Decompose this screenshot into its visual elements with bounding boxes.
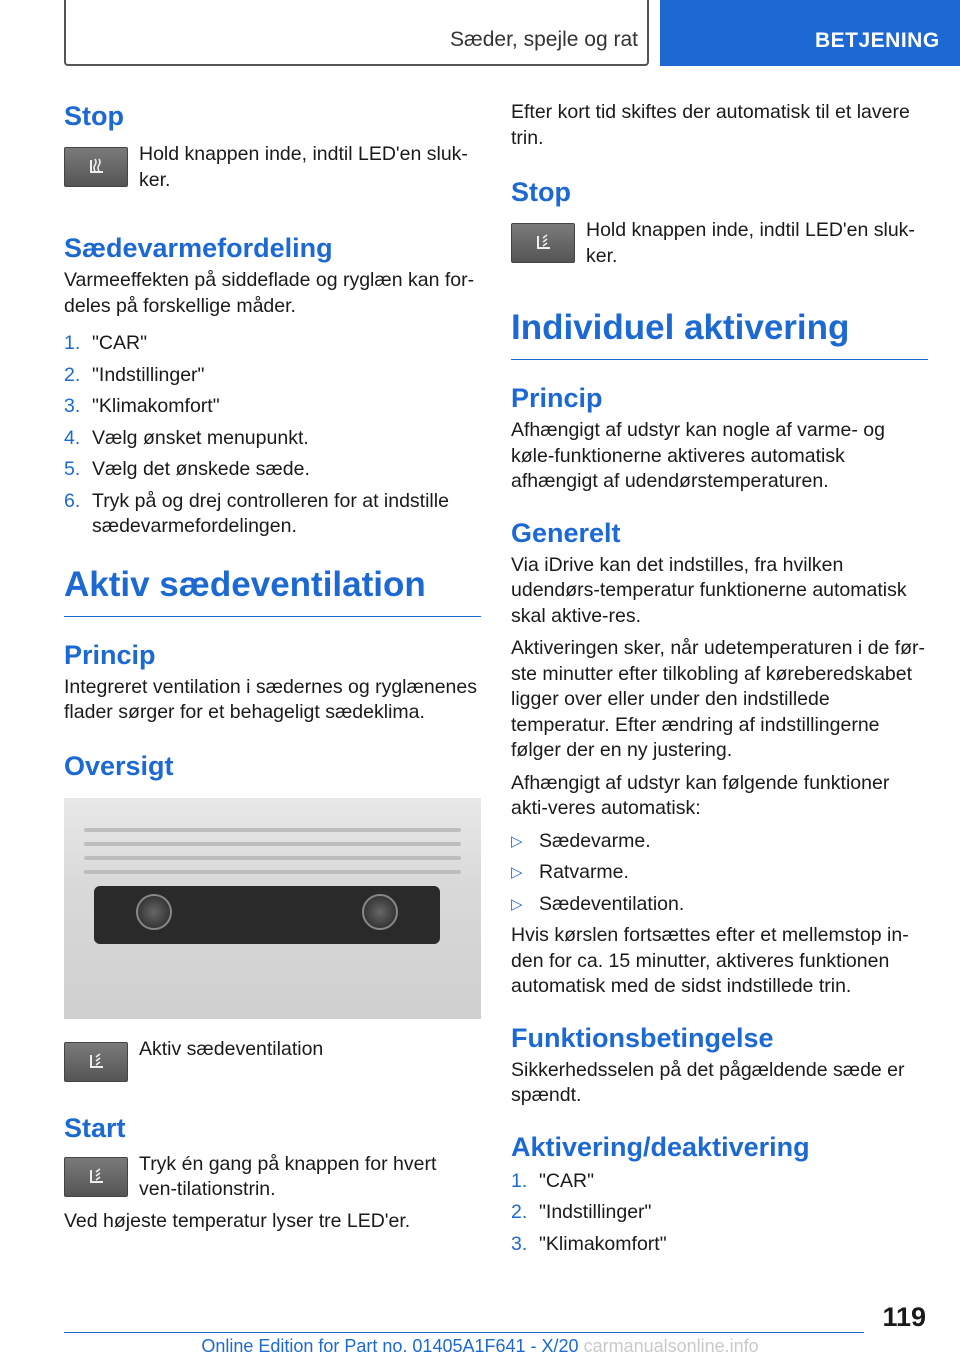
ventilation-principle-text: Integreret ventilation i sædernes og ryglænenes flader sørger for et behageligt sædeklima. xyxy=(64,675,477,723)
seat-heating-button-icon xyxy=(64,147,128,187)
page-number: 119 xyxy=(882,1302,926,1332)
list-item: 2. "Indstillinger" xyxy=(511,1201,652,1223)
auto-functions-list xyxy=(511,829,928,918)
stop2-heading: Stop xyxy=(511,177,571,207)
list-item: 6. Tryk på og drej controlleren for at indstille sædevarmefordelingen. xyxy=(64,489,449,537)
ventilation-heading: Aktiv sædeventilation xyxy=(64,564,481,617)
climate-panel-photo xyxy=(64,798,481,1019)
list-item: ▷ Sædeventilation. xyxy=(511,892,685,915)
ventilation-icon-caption: Aktiv sædeventilation xyxy=(139,1037,324,1060)
header-chapter-tab xyxy=(660,0,960,66)
general-text-1: Via iDrive kan det indstilles, fra hvilken udendørs-temperatur funktionerne automatisk skal aktive-res. xyxy=(511,553,907,627)
general-text-2: Aktiveringen sker, når udetemperaturen i de før-ste minutter efter tilkobling af køreberedskabet ligger over eller under den indstillede temperatur. Efter ændring af indstillingerne følger der en ny justering. xyxy=(511,637,926,761)
list-item: 5. Vælg det ønskede sæde. xyxy=(64,458,310,480)
header-chapter-label: BETJENING xyxy=(815,29,940,52)
stop2-text: Hold knappen inde, indtil LED'en sluk-ker. xyxy=(586,219,915,267)
condition-text: Sikkerhedsselen på det pågældende sæde er spændt. xyxy=(511,1058,905,1106)
climate-control-panel xyxy=(94,886,440,944)
footer-watermark: carmanualsonline.info xyxy=(583,1336,759,1356)
individual-principle-text: Afhængigt af udstyr kan nogle af varme- og køle-funktionerne aktiveres automatisk afhængigt af udendørstemperaturen. xyxy=(511,419,885,492)
start-text: Tryk én gang på knappen for hvert ven-tilationstrin. xyxy=(139,1152,437,1200)
intro-text: Efter kort tid skiftes der automatisk til et lavere trin. xyxy=(511,101,910,149)
distribution-text: Varmeeffekten på siddeflade og ryglæn kan for-deles på forskellige måder. xyxy=(64,269,475,317)
overview-heading: Oversigt xyxy=(64,750,174,781)
list-item: 3. "Klimakomfort" xyxy=(511,1232,667,1255)
start-button-row xyxy=(64,1152,481,1203)
footer-divider xyxy=(64,1332,864,1333)
individual-principle-heading: Princip xyxy=(511,383,603,413)
list-item: ▷ Sædevarme. xyxy=(511,829,651,852)
footer-edition xyxy=(0,1336,960,1357)
general-text-4: Hvis kørslen fortsættes efter et mellemstop in-den for ca. 15 minutter, aktiveres funktionen automatisk med de sidst indstillede trin. xyxy=(511,924,909,997)
general-heading: Generelt xyxy=(511,517,621,548)
seat-ventilation-button-icon xyxy=(64,1042,128,1082)
stop-text: Hold knappen inde, indtil LED'en sluk-ker. xyxy=(139,143,468,191)
stop-button-row xyxy=(64,142,481,193)
list-item: ▷ Ratvarme. xyxy=(511,861,629,883)
stop-heading: Stop xyxy=(64,101,124,131)
left-column xyxy=(64,100,481,1234)
footer-edition-text: Online Edition for Part no. 01405A1F641 - X/20 xyxy=(201,1336,579,1356)
list-item: 1. "CAR" xyxy=(511,1169,595,1192)
distribution-heading: Sædevarmefordeling xyxy=(64,233,333,263)
stop2-button-row xyxy=(511,218,928,269)
list-item: 4. Vælg ønsket menupunkt. xyxy=(64,426,309,449)
start-heading: Start xyxy=(64,1112,126,1143)
start-note: Ved højeste temperatur lyser tre LED'er. xyxy=(64,1209,411,1232)
header-section-title: Sæder, spejle og rat xyxy=(450,28,638,51)
seat-ventilation-start-icon xyxy=(64,1157,128,1197)
ventilation-icon-row xyxy=(64,1037,481,1082)
right-column xyxy=(511,100,928,1263)
activation-heading: Aktivering/deaktivering xyxy=(511,1131,810,1162)
distribution-steps xyxy=(64,331,481,540)
page-header xyxy=(0,0,960,66)
general-text-3: Afhængigt af udstyr kan følgende funktioner akti-veres automatisk: xyxy=(511,771,890,819)
list-item: 3. "Klimakomfort" xyxy=(64,395,220,417)
activation-steps xyxy=(511,1169,928,1258)
list-item: 1. "CAR" xyxy=(64,332,148,354)
list-item: 2. "Indstillinger" xyxy=(64,363,205,386)
ventilation-principle-heading: Princip xyxy=(64,639,156,670)
condition-heading: Funktionsbetingelse xyxy=(511,1022,774,1053)
individual-heading: Individuel aktivering xyxy=(511,307,928,360)
seat-ventilation-stop-icon xyxy=(511,223,575,263)
